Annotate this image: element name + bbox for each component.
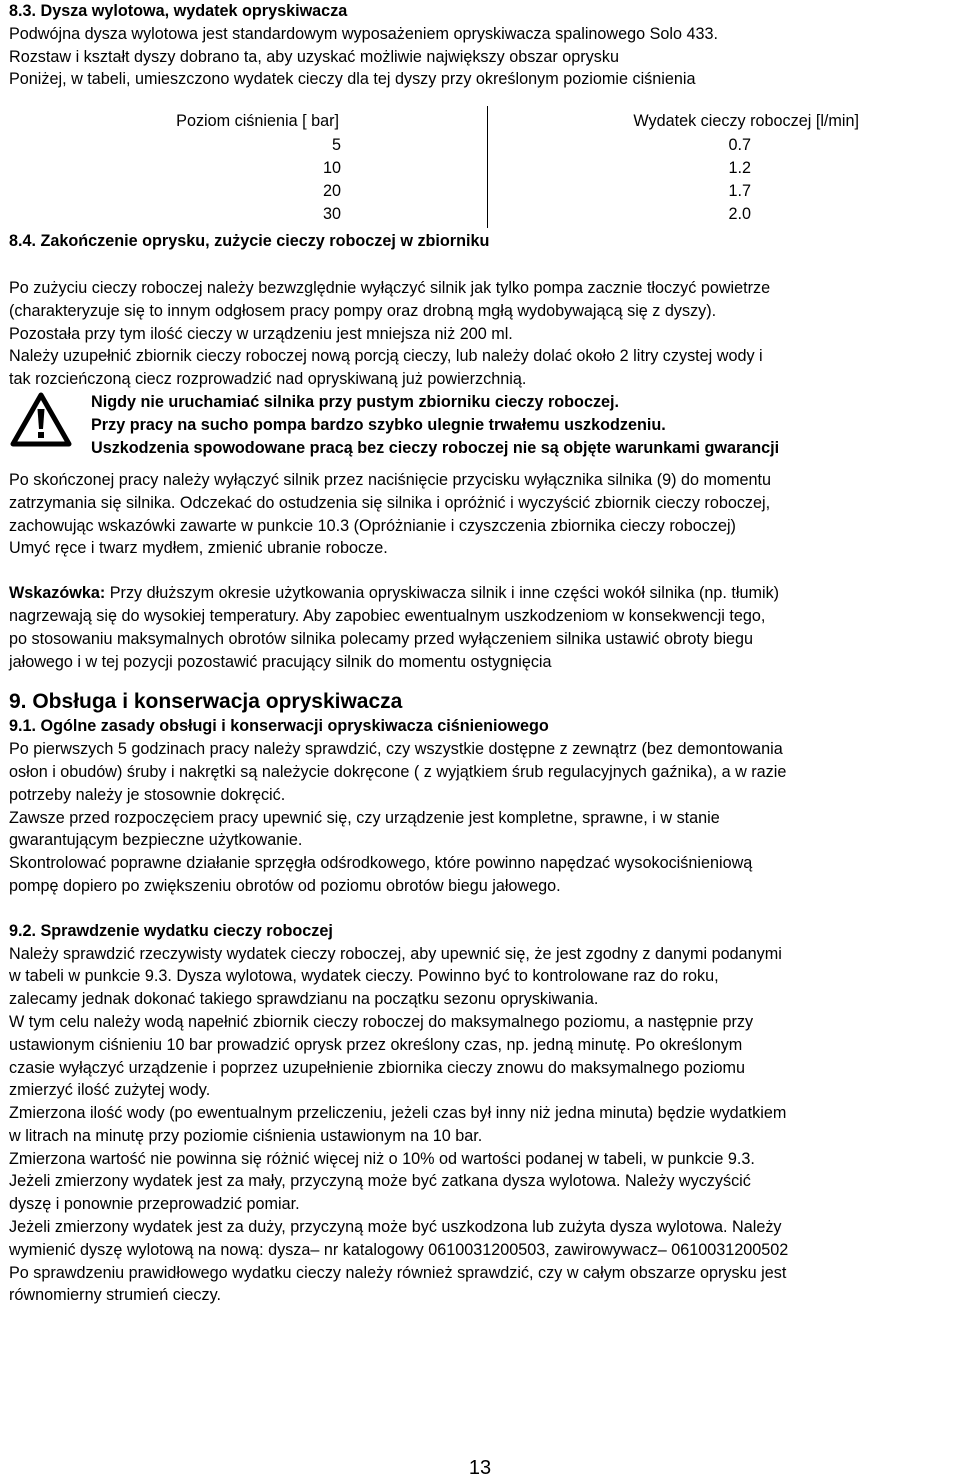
table-header-pressure: Poziom ciśnienia [ bar]	[176, 112, 339, 131]
paragraph-line: Zmierzona wartość nie powinna się różnić więcej niż o 10% od wartości podanej w tabeli, w punkcie 9.3.	[9, 1149, 755, 1168]
table-cell: 20	[322, 181, 341, 200]
paragraph-line: Po zużyciu cieczy roboczej należy bezwzględnie wyłączyć silnik jak tylko pompa zacznie tłoczyć powietrze	[9, 278, 771, 297]
paragraph-line: Zmierzona ilość wody (po ewentualnym przeliczeniu, jeżeli czas był inny niż jedna minuta) będzie wydatkiem	[9, 1104, 787, 1123]
paragraph-line: zalecamy jednak dokonać takiego sprawdzianu na początku sezonu opryskiwania.	[9, 990, 599, 1009]
paragraph-line: w tabeli w punkcie 9.3. Dysza wylotowa, wydatek cieczy. Powinno być to kontrolowane raz do roku,	[9, 967, 719, 986]
section-heading-8-3: 8.3. Dysza wylotowa, wydatek opryskiwacza	[9, 2, 348, 20]
paragraph-line: Należy sprawdzić rzeczywisty wydatek cieczy roboczej, aby upewnić się, że jest zgodny z danymi podanymi	[9, 944, 782, 963]
table-cell: 30	[322, 204, 341, 223]
document-page	[9, 0, 954, 1307]
paragraph-line: Jeżeli zmierzony wydatek jest za duży, przyczyną może być uszkodzona lub zużyta dysza wylotowa. Należy	[9, 1218, 782, 1237]
section-heading-9-2: 9.2. Sprawdzenie wydatku cieczy roboczej	[9, 921, 333, 940]
paragraph-line: Należy uzupełnić zbiornik cieczy roboczej nową porcją cieczy, lub należy dolać około 2 litry czystej wody i	[9, 347, 763, 366]
paragraph-line: osłon i obudów) śruby i nakrętki są należycie dokręcone ( z wyjątkiem śrub regulacyjnych gaźnika), a w razie	[9, 762, 787, 781]
page-number: 13	[468, 1457, 492, 1479]
paragraph-line: w litrach na minutę przy poziomie ciśnienia ustawionym na 10 bar.	[9, 1126, 483, 1145]
paragraph-line: wymienić dyszę wylotową na nową: dysza– nr katalogowy 0610031200503, zawirowywacz– 0610031200502	[9, 1240, 789, 1259]
tip-label: Wskazówka:	[9, 584, 106, 603]
table-divider	[487, 106, 488, 228]
paragraph-line: Poniżej, w tabeli, umieszczono wydatek cieczy dla tej dyszy przy określonym poziomie ciśnienia	[9, 70, 696, 89]
warning-line: Uszkodzenia spowodowane pracą bez cieczy roboczej nie są objęte warunkami gwarancji	[91, 438, 780, 457]
paragraph-line: Pozostała przy tym ilość cieczy w urządzeniu jest mniejsza niż 200 ml.	[9, 324, 513, 343]
paragraph-line: Po sprawdzeniu prawidłowego wydatku cieczy należy również sprawdzić, czy w całym obszarze oprysku jest	[9, 1263, 787, 1282]
paragraph-line: czasie wyłączyć urządzenie i poprzez uzupełnienie zbiornika cieczy znowu do maksymalnego poziomu	[9, 1058, 745, 1077]
paragraph-line: Podwójna dysza wylotowa jest standardowym wyposażeniem opryskiwacza spalinowego Solo 433.	[9, 24, 719, 43]
section-heading-9-1: 9.1. Ogólne zasady obsługi i konserwacji opryskiwacza ciśnieniowego	[9, 717, 549, 736]
paragraph-line: zatrzymania się silnika. Odczekać do ostudzenia się silnika i opróżnić i wyczyścić zbiornik cieczy roboczej,	[9, 493, 771, 512]
table-column-pressure	[9, 134, 487, 225]
chapter-heading-9: 9. Obsługa i konserwacja opryskiwacza	[9, 690, 403, 714]
paragraph-line: po stosowaniu maksymalnych obrotów silnika polecamy przed wyłączeniem silnika ustawić obroty biegu	[9, 629, 754, 648]
paragraph-line: pompę dopiero po zwiększeniu obrotów od poziomu obrotów biegu jałowego.	[9, 876, 561, 895]
paragraph-line: gwarantującym bezpieczne użytkowanie.	[9, 831, 303, 850]
paragraph-line: zachowując wskazówki zawarte w punkcie 10.3 (Opróżnianie i czyszczenia zbiornika cieczy roboczej)	[9, 516, 736, 535]
paragraph-line: jałowego i w tej pozycji pozostawić pracujący silnik do momentu ostygnięcia	[9, 652, 552, 671]
paragraph-line: nagrzewają się do wysokiej temperatury. Aby zapobiec ewentualnym uszkodzeniom w konsekwencji tego,	[9, 606, 766, 625]
table-column-output	[489, 134, 861, 225]
warning-line: Przy pracy na sucho pompa bardzo szybko ulegnie trwałemu uszkodzeniu.	[91, 415, 666, 434]
table-cell: 1.7	[728, 181, 751, 200]
warning-block	[9, 391, 954, 461]
table-cell: 10	[322, 158, 341, 177]
table-cell: 5	[331, 136, 341, 155]
paragraph-line: (charakteryzuje się to innym odgłosem pracy pompy oraz drobną mgłą wydobywającą się z dyszy).	[9, 301, 717, 320]
paragraph-line: równomierny strumień cieczy.	[9, 1286, 221, 1305]
paragraph-line: dyszę i ponownie przeprowadzić pomiar.	[9, 1195, 300, 1214]
output-table	[9, 104, 954, 230]
paragraph-line: Jeżeli zmierzony wydatek jest za mały, przyczyną może być zatkana dysza wylotowa. Należy wyczyścić	[9, 1172, 751, 1191]
table-cell: 1.2	[728, 158, 751, 177]
paragraph-line: Umyć ręce i twarz mydłem, zmienić ubranie robocze.	[9, 539, 388, 558]
paragraph-line: Zawsze przed rozpoczęciem pracy upewnić się, czy urządzenie jest kompletne, sprawne, i w stanie	[9, 808, 720, 827]
paragraph-line: Rozstaw i kształt dyszy dobrano ta, aby uzyskać możliwie największy obszar oprysku	[9, 47, 619, 66]
paragraph-line: tak rozcieńczoną ciecz rozprowadzić nad opryskiwaną już powierzchnią.	[9, 370, 527, 389]
warning-text	[91, 391, 779, 459]
warning-line: Nigdy nie uruchamiać silnika przy pustym zbiorniku cieczy roboczej.	[91, 392, 620, 411]
table-header-output: Wydatek cieczy roboczej [l/min]	[633, 112, 859, 131]
paragraph-line: Po skończonej pracy należy wyłączyć silnik przez naciśnięcie przycisku wyłącznika silnika (9) do momentu	[9, 470, 772, 489]
table-cell: 0.7	[728, 136, 751, 155]
paragraph-line: W tym celu należy wodą napełnić zbiornik cieczy roboczej do maksymalnego poziomu, a następnie przy	[9, 1012, 754, 1031]
paragraph-line: Po pierwszych 5 godzinach pracy należy sprawdzić, czy wszystkie dostępne z zewnątrz (bez demontowania	[9, 740, 783, 759]
tip-paragraph	[9, 582, 954, 605]
table-cell: 2.0	[728, 204, 751, 223]
warning-triangle-icon	[10, 392, 72, 448]
paragraph-line: zmierzyć ilość zużytej wody.	[9, 1081, 211, 1100]
paragraph-line: potrzeby należy je stosownie dokręcić.	[9, 785, 286, 804]
paragraph-line: Skontrolować poprawne działanie sprzęgła odśrodkowego, które powinno napędzać wysokociśnieniową	[9, 854, 753, 873]
section-heading-8-4: 8.4. Zakończenie oprysku, zużycie cieczy roboczej w zbiorniku	[9, 232, 490, 251]
paragraph-line: ustawionym ciśnieniu 10 bar prowadzić oprysk przez określony czas, np. jedną minutę. Po określonym	[9, 1035, 743, 1054]
tip-text: Przy dłuższym okresie użytkowania opryskiwacza silnik i inne części wokół silnika (np. tłumik)	[105, 584, 780, 603]
